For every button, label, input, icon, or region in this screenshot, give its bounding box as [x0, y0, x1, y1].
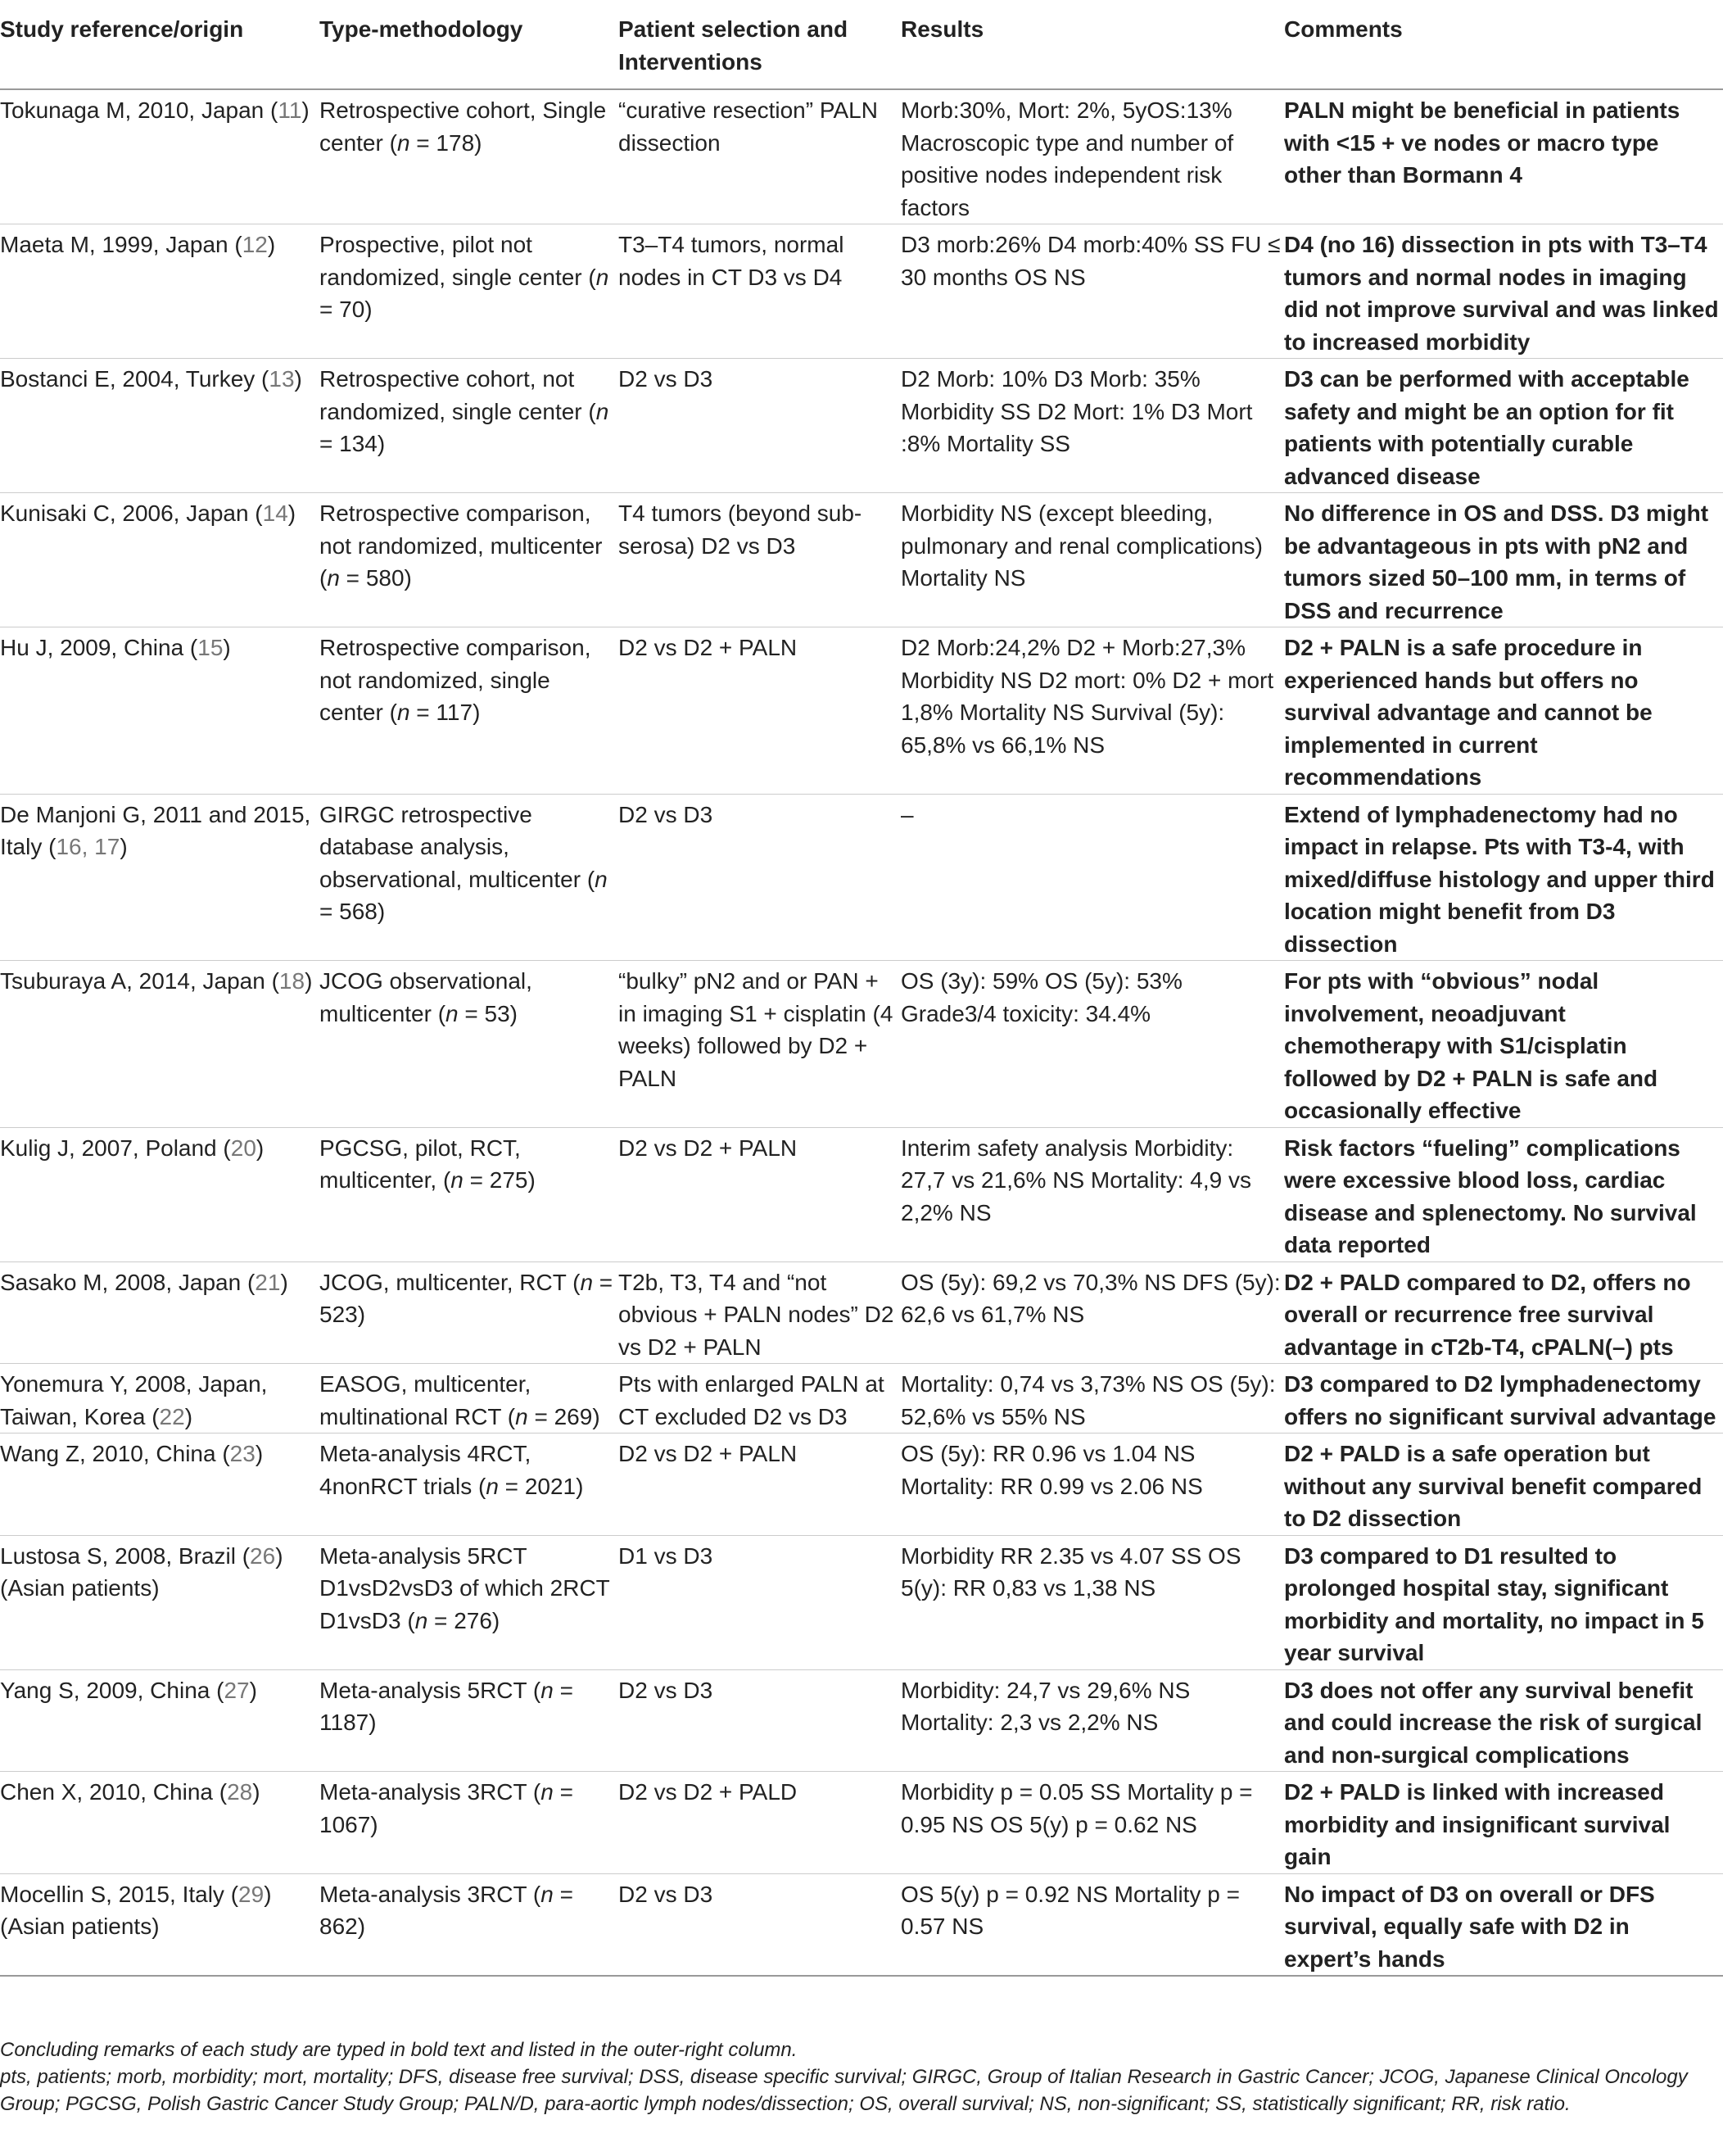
- reference-number: 29: [238, 1881, 265, 1907]
- study-text-end: ): [184, 1403, 193, 1429]
- study-text: Yang S, 2009, China (: [0, 1677, 224, 1703]
- table-row: [0, 1364, 1723, 1434]
- study-text-end: ): [252, 1779, 260, 1805]
- cell-patient-selection: D1 vs D3: [618, 1542, 713, 1569]
- table-row: [0, 1669, 1723, 1772]
- study-text-end: ): [255, 1441, 264, 1466]
- cell-study-reference: [0, 1772, 319, 1874]
- cell-type-methodology: Meta-analysis 4RCT, 4nonRCT trials (n = 2021): [319, 1441, 584, 1499]
- table-body: [0, 89, 1723, 1976]
- study-text: Lustosa S, 2008, Brazil (: [0, 1542, 251, 1569]
- cell-results: Morbidity p = 0.05 SS Mortality p = 0.95 NS OS 5(y) p = 0.62 NS: [901, 1779, 1253, 1837]
- cell-study-reference: [0, 1669, 319, 1772]
- cell-results: D2 Morb: 10% D3 Morb: 35% Morbidity SS D2 Mort: 1% D3 Mort :8% Mortality SS: [901, 366, 1253, 456]
- cell-type-methodology: Retrospective cohort, not randomized, single center (n = 134): [319, 366, 609, 456]
- table-row: [0, 1261, 1723, 1364]
- header-comments: Comments: [1284, 0, 1723, 89]
- study-text: Kulig J, 2007, Poland (: [0, 1135, 231, 1161]
- table-row: [0, 961, 1723, 1128]
- cell-comments: PALN might be beneficial in patients with <15 + ve nodes or macro type other than Bormann 4: [1284, 97, 1680, 188]
- cell-comments: Risk factors “fueling” complications were excessive blood loss, cardiac disease and splenectomy. No survival data reported: [1284, 1135, 1697, 1257]
- cell-type-methodology: PGCSG, pilot, RCT, multicenter, (n = 275): [319, 1135, 536, 1193]
- cell-results: Morbidity RR 2.35 vs 4.07 SS OS 5(y): RR 0,83 vs 1,38 NS: [901, 1542, 1241, 1601]
- reference-number: 15: [197, 635, 224, 660]
- cell-study-reference: [0, 89, 319, 224]
- header-patients: Patient selection and Interventions: [618, 0, 901, 89]
- table-row: [0, 627, 1723, 795]
- cell-study-reference: [0, 1535, 319, 1669]
- cell-comments: For pts with “obvious” nodal involvement, neoadjuvant chemotherapy with S1/cisplatin followed by D2 + PALN is safe and occasionally effective: [1284, 968, 1658, 1123]
- table-row: [0, 1772, 1723, 1874]
- cell-results: Morb:30%, Mort: 2%, 5yOS:13% Macroscopic type and number of positive nodes independent risk factors: [901, 97, 1234, 220]
- table-row: [0, 359, 1723, 493]
- header-type: Type-methodology: [319, 0, 618, 89]
- reference-number: 22: [159, 1403, 185, 1429]
- cell-type-methodology: Meta-analysis 5RCT (n = 1187): [319, 1677, 573, 1735]
- cell-results: OS (3y): 59% OS (5y): 53% Grade3/4 toxicity: 34.4%: [901, 968, 1183, 1026]
- cell-study-reference: [0, 224, 319, 359]
- cell-comments: D2 + PALN is a safe procedure in experienced hands but offers no survival advantage and cannot be implemented in current recommendations: [1284, 635, 1653, 790]
- cell-results: OS (5y): 69,2 vs 70,3% NS DFS (5y): 62,6 vs 61,7% NS: [901, 1269, 1281, 1327]
- reference-number: 26: [250, 1542, 276, 1569]
- header-row: [0, 0, 1723, 89]
- cell-study-reference: [0, 1873, 319, 1976]
- table-row: [0, 89, 1723, 224]
- study-text-end: ): [120, 834, 128, 859]
- study-text-end: ): [305, 968, 313, 994]
- cell-comments: D3 compared to D1 resulted to prolonged hospital stay, significant morbidity and mortality, no impact in 5 year survival: [1284, 1542, 1704, 1665]
- reference-number: 16, 17: [56, 834, 120, 859]
- cell-comments: D3 compared to D2 lymphadenectomy offers no significant survival advantage: [1284, 1371, 1716, 1429]
- cell-comments: D3 does not offer any survival benefit and could increase the risk of surgical and non-surgical complications: [1284, 1677, 1703, 1768]
- study-text: De Manjoni G, 2011 and 2015, Italy (: [0, 801, 311, 859]
- cell-results: Morbidity NS (except bleeding, pulmonary and renal complications) Mortality NS: [901, 500, 1263, 591]
- study-text: Sasako M, 2008, Japan (: [0, 1269, 256, 1295]
- cell-study-reference: [0, 961, 319, 1128]
- reference-number: 12: [242, 232, 268, 257]
- reference-number: 20: [230, 1135, 256, 1161]
- study-text-end: ): [267, 232, 276, 257]
- header-results: Results: [901, 0, 1284, 89]
- cell-type-methodology: Meta-analysis 3RCT (n = 862): [319, 1881, 573, 1939]
- study-text: Maeta M, 1999, Japan (: [0, 232, 242, 257]
- study-text: Yonemura Y, 2008, Japan, Taiwan, Korea (: [0, 1371, 268, 1429]
- table-row: [0, 1535, 1723, 1669]
- study-text: Bostanci E, 2004, Turkey (: [0, 366, 269, 392]
- study-text: Tokunaga M, 2010, Japan (: [0, 97, 278, 123]
- reference-number: 11: [278, 97, 302, 123]
- study-text-end: ): [256, 1135, 265, 1161]
- cell-type-methodology: Retrospective comparison, not randomized, multicenter (n = 580): [319, 500, 603, 591]
- footnote-bold-remark: Concluding remarks of each study are typed in bold text and listed in the outer-right column.: [0, 2039, 798, 2061]
- cell-patient-selection: T3–T4 tumors, normal nodes in CT D3 vs D4: [618, 232, 844, 290]
- reference-number: 21: [255, 1269, 281, 1295]
- table-footnotes: [0, 2036, 1723, 2118]
- study-text: Chen X, 2010, China (: [0, 1779, 228, 1805]
- study-text-end: ): [249, 1677, 257, 1703]
- cell-patient-selection: D2 vs D3: [618, 1881, 713, 1907]
- cell-results: OS 5(y) p = 0.92 NS Mortality p = 0.57 NS: [901, 1881, 1240, 1939]
- cell-type-methodology: Retrospective comparison, not randomized, single center (n = 117): [319, 635, 591, 725]
- study-text-end: ): [287, 500, 296, 526]
- footnote-abbreviations: pts, patients; morb, morbidity; mort, mortality; DFS, disease free survival; DSS, disease specific survival; GIRGC, Group of Italian Research in Gastric Cancer; JCOG, Japanese Clinical Oncology Group; PGCSG, Polish Gastric Cancer Study Group; PALN/D, para-aortic lymph nodes/dissection; OS, overall survival; NS, non-significant; SS, statistically significant; RR, risk ratio.: [0, 2066, 1688, 2115]
- table-row: [0, 1127, 1723, 1261]
- cell-results: D3 morb:26% D4 morb:40% SS FU ≤ 30 months OS NS: [901, 232, 1281, 290]
- cell-patient-selection: T4 tumors (beyond sub-serosa) D2 vs D3: [618, 500, 862, 559]
- cell-comments: D2 + PALD is a safe operation but without any survival benefit compared to D2 dissection: [1284, 1441, 1703, 1531]
- cell-comments: D2 + PALD compared to D2, offers no overall or recurrence free survival advantage in cT2b-T4, cPALN(–) pts: [1284, 1269, 1691, 1360]
- cell-results: Mortality: 0,74 vs 3,73% NS OS (5y): 52,6% vs 55% NS: [901, 1371, 1276, 1429]
- study-text-end: ): [301, 97, 310, 123]
- study-text-end: ): [294, 366, 302, 392]
- cell-type-methodology: Meta-analysis 3RCT (n = 1067): [319, 1779, 573, 1837]
- study-text: Hu J, 2009, China (: [0, 635, 198, 660]
- study-text-end: ): [223, 635, 231, 660]
- study-text-end: ): [280, 1269, 288, 1295]
- cell-type-methodology: JCOG observational, multicenter (n = 53): [319, 968, 532, 1026]
- cell-comments: D2 + PALD is linked with increased morbidity and insignificant survival gain: [1284, 1779, 1671, 1869]
- cell-patient-selection: D2 vs D2 + PALN: [618, 1441, 798, 1466]
- cell-patient-selection: D2 vs D2 + PALD: [618, 1779, 798, 1805]
- cell-study-reference: [0, 627, 319, 795]
- reference-number: 27: [224, 1677, 250, 1703]
- cell-patient-selection: D2 vs D2 + PALN: [618, 1135, 798, 1161]
- reference-number: 23: [229, 1441, 256, 1466]
- study-text: Mocellin S, 2015, Italy (: [0, 1881, 239, 1907]
- study-text-end: ) (Asian patients): [0, 1881, 272, 1939]
- cell-results: Interim safety analysis Morbidity: 27,7 vs 21,6% NS Mortality: 4,9 vs 2,2% NS: [901, 1135, 1251, 1225]
- table-row: [0, 794, 1723, 961]
- cell-patient-selection: T2b, T3, T4 and “not obvious + PALN nodes” D2 vs D2 + PALN: [618, 1269, 894, 1360]
- study-text: Kunisaki C, 2006, Japan (: [0, 500, 263, 526]
- cell-type-methodology: Retrospective cohort, Single center (n = 178): [319, 97, 607, 156]
- study-text: Tsuburaya A, 2014, Japan (: [0, 968, 279, 994]
- table-header: [0, 0, 1723, 89]
- cell-patient-selection: D2 vs D3: [618, 366, 713, 392]
- cell-results: Morbidity: 24,7 vs 29,6% NS Mortality: 2,3 vs 2,2% NS: [901, 1677, 1191, 1735]
- cell-study-reference: [0, 1127, 319, 1261]
- cell-study-reference: [0, 1261, 319, 1364]
- cell-results: OS (5y): RR 0.96 vs 1.04 NS Mortality: RR 0.99 vs 2.06 NS: [901, 1441, 1203, 1499]
- table-row: [0, 493, 1723, 627]
- reference-number: 14: [262, 500, 288, 526]
- cell-comments: D3 can be performed with acceptable safety and might be an option for fit patients with potentially curable advanced disease: [1284, 366, 1689, 489]
- study-text-end: ) (Asian patients): [0, 1542, 283, 1601]
- cell-results: D2 Morb:24,2% D2 + Morb:27,3% Morbidity NS D2 mort: 0% D2 + mort 1,8% Mortality NS Survival (5y): 65,8% vs 66,1% NS: [901, 635, 1274, 758]
- study-text: Wang Z, 2010, China (: [0, 1441, 230, 1466]
- reference-number: 13: [269, 366, 295, 392]
- cell-patient-selection: D2 vs D2 + PALN: [618, 635, 798, 660]
- cell-study-reference: [0, 1434, 319, 1536]
- cell-patient-selection: Pts with enlarged PALN at CT excluded D2 vs D3: [618, 1371, 884, 1429]
- cell-comments: D4 (no 16) dissection in pts with T3–T4 tumors and normal nodes in imaging did not improve survival and was linked to increased morbidity: [1284, 232, 1719, 355]
- cell-type-methodology: GIRGC retrospective database analysis, observational, multicenter (n = 568): [319, 801, 608, 924]
- cell-study-reference: [0, 794, 319, 961]
- table-row: [0, 224, 1723, 359]
- cell-patient-selection: “bulky” pN2 and or PAN + in imaging S1 + cisplatin (4 weeks) followed by D2 + PALN: [618, 968, 893, 1091]
- cell-comments: No impact of D3 on overall or DFS survival, equally safe with D2 in expert’s hands: [1284, 1881, 1655, 1972]
- reference-number: 18: [278, 968, 305, 994]
- header-study: Study reference/origin: [0, 0, 319, 89]
- cell-patient-selection: D2 vs D3: [618, 801, 713, 827]
- cell-comments: No difference in OS and DSS. D3 might be advantageous in pts with pN2 and tumors sized 50–100 mm, in terms of DSS and recurrence: [1284, 500, 1709, 623]
- cell-type-methodology: JCOG, multicenter, RCT (n = 523): [319, 1269, 613, 1327]
- cell-study-reference: [0, 359, 319, 493]
- reference-number: 28: [227, 1779, 253, 1805]
- cell-results: –: [901, 801, 914, 827]
- cell-patient-selection: D2 vs D3: [618, 1677, 713, 1703]
- cell-type-methodology: Prospective, pilot not randomized, single center (n = 70): [319, 232, 609, 322]
- cell-study-reference: [0, 493, 319, 627]
- cell-type-methodology: Meta-analysis 5RCT D1vsD2vsD3 of which 2RCT D1vsD3 (n = 276): [319, 1542, 610, 1633]
- cell-type-methodology: EASOG, multicenter, multinational RCT (n = 269): [319, 1371, 600, 1429]
- cell-study-reference: [0, 1364, 319, 1434]
- table-row: [0, 1873, 1723, 1976]
- table-row: [0, 1434, 1723, 1536]
- cell-patient-selection: “curative resection” PALN dissection: [618, 97, 878, 156]
- cell-comments: Extend of lymphadenectomy had no impact in relapse. Pts with T3-4, with mixed/diffuse histology and upper third location might benefit from D3 dissection: [1284, 801, 1715, 957]
